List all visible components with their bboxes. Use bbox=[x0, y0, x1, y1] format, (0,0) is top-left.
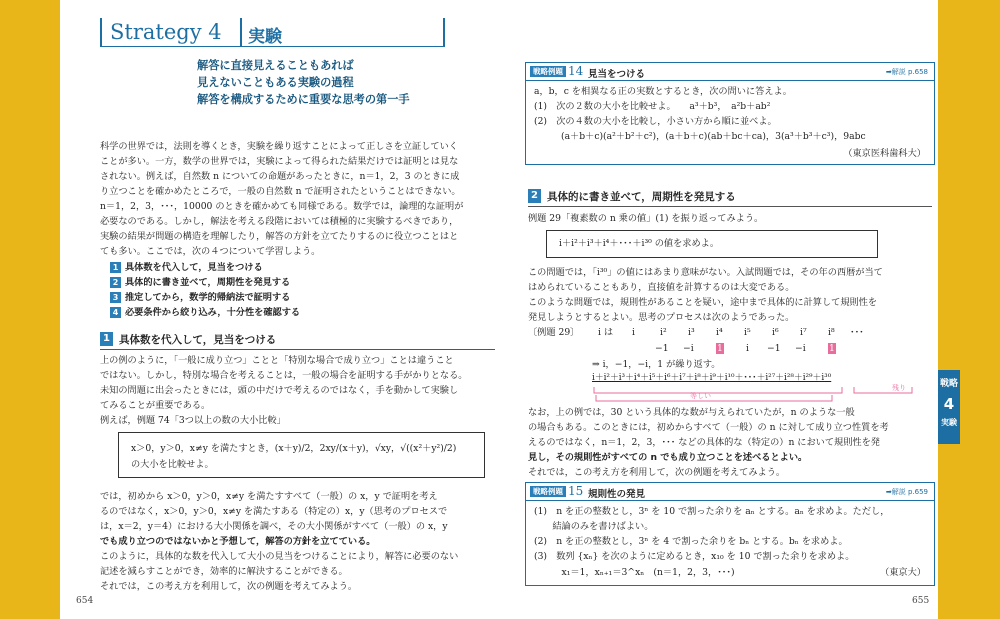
body-line: 例題 29「複素数の n 乗の値」(1) を振り返ってみよう。 bbox=[528, 213, 764, 224]
chapter-side-tab bbox=[938, 370, 960, 444]
body-line: n＝1，2，3，･･･，10000 のときを確かめても同様である。数学では，論理的な証明が bbox=[100, 201, 464, 212]
intro-line: 解答を構成するために重要な思考の第一手 bbox=[197, 92, 410, 106]
strategy-header bbox=[100, 18, 445, 47]
example-box-15: 戦略例題 15 規則性の発見 ➡解説 p.659 (1) n を正の整数とし，3ⁿ を 10 で割った余りを aₙ とする。aₙ を求めよ。ただし， 結論のみを書けばよい。 (2) n を正の整数とし，3ⁿ を 4 で割った余りを bₙ とする。bₙ を求めよ。 (3) 数列 {xₙ} を次のように定めるとき，x₁₀ を 10 で割った余りを求めよ。 x₁＝1，xₙ₊₁＝3^xₙ (n＝1，2，3，･･･) （東京大） bbox=[525, 482, 935, 586]
body-line: 実験の結果が問題の構造を理解したり，解答の方針を立てたりするのに役立つことはと bbox=[100, 231, 459, 242]
body-line: るのではなく，x＞0，y＞0，x≠y を満たすある（特定の）x，y（思考のプロセスで bbox=[100, 506, 448, 517]
solution-reference: ➡解説 p.658 bbox=[885, 68, 928, 76]
body-line: 発見しようとするとよい。思考のプロセスは次のようであった。 bbox=[528, 312, 795, 323]
body-line: 記述を減らすことができ，効率的に解決することができる。 bbox=[100, 566, 348, 577]
page-number: 654 bbox=[76, 596, 94, 606]
intro-line: 見えないこともある実験の過程 bbox=[197, 75, 354, 89]
sum-expression: i＋i²＋i³＋i⁴＋i⁵＋i⁶＋i⁷＋i⁸＋i⁹＋i¹⁰＋･･･＋i²⁷＋i²⁸＋i²⁹＋i³⁰ bbox=[592, 373, 832, 383]
body-line: はめられていることもあり，直接値を計算するのは大変である。 bbox=[528, 282, 795, 293]
example-box-14: 戦略例題 14 見当をつける ➡解説 p.658 a，b，c を相異なる正の実数とするとき，次の問いに答えよ。 (1) 次の２数の大小を比較せよ。 a³＋b³， a²b＋ab² (2) 次の４数の大小を比較し，小さい方から順に並べよ。 (a＋b＋c)(a²＋b²＋c²)，(a＋b＋c)(ab＋bc＋ca)，3(a³＋b³＋c³)，9abc （東京医科歯科大） bbox=[525, 62, 935, 165]
example-title: 規則性の発見 bbox=[588, 489, 646, 500]
body-line: てみることが重要である。 bbox=[100, 400, 211, 411]
body-line: ことが多い。一方，数学の世界では，実験によって得られた結果だけでは証明とは見な bbox=[100, 156, 459, 167]
side-tab-label: 戦略 bbox=[939, 379, 958, 389]
bracket-diagram bbox=[592, 385, 922, 405]
body-line: されない。例えば，自然数 n についての命題があったときに，n＝1，2，3 のときに成 bbox=[100, 171, 460, 182]
body-line: それでは，この考え方を利用して，次の例題を考えてみよう。 bbox=[100, 581, 358, 592]
example-ref-label: 〔例題 29〕 bbox=[528, 327, 580, 338]
side-tab-number: 4 bbox=[943, 395, 955, 413]
body-line: このように，具体的な数を代入して大小の見当をつけることにより，解答に必要のない bbox=[100, 551, 459, 562]
body-line: では，初めから x＞0，y＞0，x≠y を満たすすべて（一般）の x，y で証明を考え bbox=[100, 491, 438, 502]
example-number: 15 bbox=[568, 484, 584, 498]
body-line: 見し，その規則性がすべての n でも成り立つことを述べるとよい。 bbox=[528, 452, 808, 463]
strategy-list-item: 3 推定してから，数学的帰納法で証明する bbox=[110, 291, 290, 304]
strategy-list-item: 2 具体的に書き並べて，周期性を発見する bbox=[110, 276, 290, 289]
right-page: 戦略例題 14 見当をつける ➡解説 p.658 a，b，c を相異なる正の実数とするとき，次の問いに答えよ。 (1) 次の２数の大小を比較せよ。 a³＋b³， a²b＋ab² (2) 次の４数の大小を比較し，小さい方から順に並べよ。 (a＋b＋c)(a²＋b²＋c²)，(a＋b＋c)(ab＋bc＋ca)，3(a³＋b³＋c³)，9abc （東京医科歯科大） 2 具体的に書き並べて，周期性を発見する 例題 29「複素数の n 乗の値」(1) を振り返ってみよう。 i＋i²＋i³＋i⁴＋･･･＋i³⁰ の値を求めよ。 この問題では，「i³⁰」の値にはあまり意味がない。入試問題では，その年の西暦が当て はめられていることもあり，直接値を計算するのは大変である。 このような問題では，規則性があることを疑い，途中まで具体的に計算して規則性を 発見しようとするとよい。思考のプロセスは次のようであった。 〔例題 29〕 i は i i² i³ i⁴ i⁵ i⁶ i⁷ i⁸ ･･･ −1 −i 1 i −1 −i 1 ⇒ i，−1，−i，1 が繰り返す。 i＋i²＋i³＋i⁴＋i⁵＋i⁶＋i⁷＋i⁸＋i⁹＋i¹⁰＋･･･＋i²⁷＋i²⁸＋i²⁹＋i³⁰ 等しい 残り なお，上の例では，30 という具体的な数が与えられていたが，n のような一般 の場合もある。このときには，初めからすべて（一般）の n に対して成り立つ性質を考 えるのではなく，n＝1，2，3，･･･ などの具体的な（特定の）n において規則性を発 見し，その規則性がすべての n でも成り立つことを述べるとよい。 それでは，この考え方を利用して，次の例題を考えてみよう。 戦略例題 15 規則性の発見 ➡解説 p.659 (1) n を正の整数とし，3ⁿ を 10 で割った余りを aₙ とする。aₙ を求めよ。ただし， 結論のみを書けばよい。 (2) n を正の整数とし，3ⁿ を 4 で割った余りを bₙ とする。bₙ を求めよ。 (3) 数列 {xₙ} を次のように定めるとき，x₁₀ を 10 で割った余りを求めよ。 x₁＝1，xₙ₊₁＝3^xₙ (n＝1，2，3，･･･) （東京大） 655 bbox=[520, 0, 938, 619]
section-heading: 2 具体的に書き並べて，周期性を発見する bbox=[528, 188, 932, 207]
example-tag: 戦略例題 bbox=[530, 486, 566, 497]
body-line: この問題では，「i³⁰」の値にはあまり意味がない。入試問題では，その年の西暦が当て bbox=[528, 267, 883, 278]
example-title: 見当をつける bbox=[588, 69, 646, 80]
body-line: 必要なのである。しかし，解法を考える段階においては積極的に実験するべきであり， bbox=[100, 216, 459, 227]
body-line: り立つことを確かめたところで，一般の自然数 n で証明されたということはできない。 bbox=[100, 186, 461, 197]
strategy-title: 実験 bbox=[248, 27, 282, 47]
example-tag: 戦略例題 bbox=[530, 66, 566, 77]
source-label: （東京大） bbox=[880, 567, 926, 578]
body-line: ても多い。ここでは，次の４つについて学習しよう。 bbox=[100, 246, 321, 257]
strategy-list-item: 4 必要条件から絞り込み，十分性を確認する bbox=[110, 306, 300, 319]
remain-label: 残り bbox=[892, 384, 906, 392]
body-line: それでは，この考え方を利用して，次の例題を考えてみよう。 bbox=[528, 467, 786, 478]
body-line: の場合もある。このときには，初めからすべて（一般）の n に対して成り立つ性質を考 bbox=[528, 422, 889, 433]
body-line: なお，上の例では，30 という具体的な数が与えられていたが，n のような一般 bbox=[528, 407, 855, 418]
section-heading: 1 具体数を代入して，見当をつける bbox=[100, 331, 495, 350]
problem-box: i＋i²＋i³＋i⁴＋･･･＋i³⁰ の値を求めよ。 bbox=[546, 230, 878, 258]
body-line: 上の例のように，「一般に成り立つ」ことと「特別な場合で成り立つ」ことは違うこと bbox=[100, 355, 454, 366]
body-line: えるのではなく，n＝1，2，3，･･･ などの具体的な（特定の）n において規則性を発 bbox=[528, 437, 880, 448]
book-spread bbox=[60, 0, 938, 619]
body-line: このような問題では，規則性があることを疑い，途中まで具体的に計算して規則性を bbox=[528, 297, 878, 308]
strategy-label: Strategy 4 bbox=[110, 20, 222, 44]
left-page bbox=[60, 0, 500, 619]
body-line: でも成り立つのではないかと予想して，解答の方針を立てている。 bbox=[100, 536, 376, 547]
strategy-list-item: 1 具体数を代入して，見当をつける bbox=[110, 261, 263, 274]
body-line: 科学の世界では，法則を導くとき，実験を繰り返すことによって正しさを立証していく bbox=[100, 141, 458, 152]
source-label: （東京医科歯科大） bbox=[843, 148, 926, 159]
equal-label: 等しい bbox=[690, 392, 711, 400]
body-line: は，x＝2，y＝4）における大小関係を調べ，その大小関係がすべて（一般）の x，y bbox=[100, 521, 448, 532]
section-title: 具体的に書き並べて，周期性を発見する bbox=[547, 191, 736, 203]
body-line: 例えば，例題 74「3つ以上の数の大小比較」 bbox=[100, 415, 286, 426]
page-number: 655 bbox=[912, 596, 930, 606]
example-number: 14 bbox=[568, 64, 584, 78]
solution-reference: ➡解説 p.659 bbox=[885, 488, 928, 496]
side-tab-sub: 実験 bbox=[941, 418, 957, 427]
section-title: 具体数を代入して，見当をつける bbox=[119, 334, 277, 346]
intro-line: 解答に直接見えることもあれば bbox=[197, 58, 354, 72]
body-line: ではない。しかし，特別な場合を考えることは，一般の場合を証明する手がかりとなる。 bbox=[100, 370, 468, 381]
body-line: 未知の問題に出会ったときには，頭の中だけで考えるのではなく，手を動かして実験し bbox=[100, 385, 459, 396]
problem-box: x＞0，y＞0，x≠y を満たすとき，(x＋y)/2，2xy/(x＋y)，√xy，√((x²＋y²)/2) の大小を比較せよ。 bbox=[118, 432, 485, 478]
